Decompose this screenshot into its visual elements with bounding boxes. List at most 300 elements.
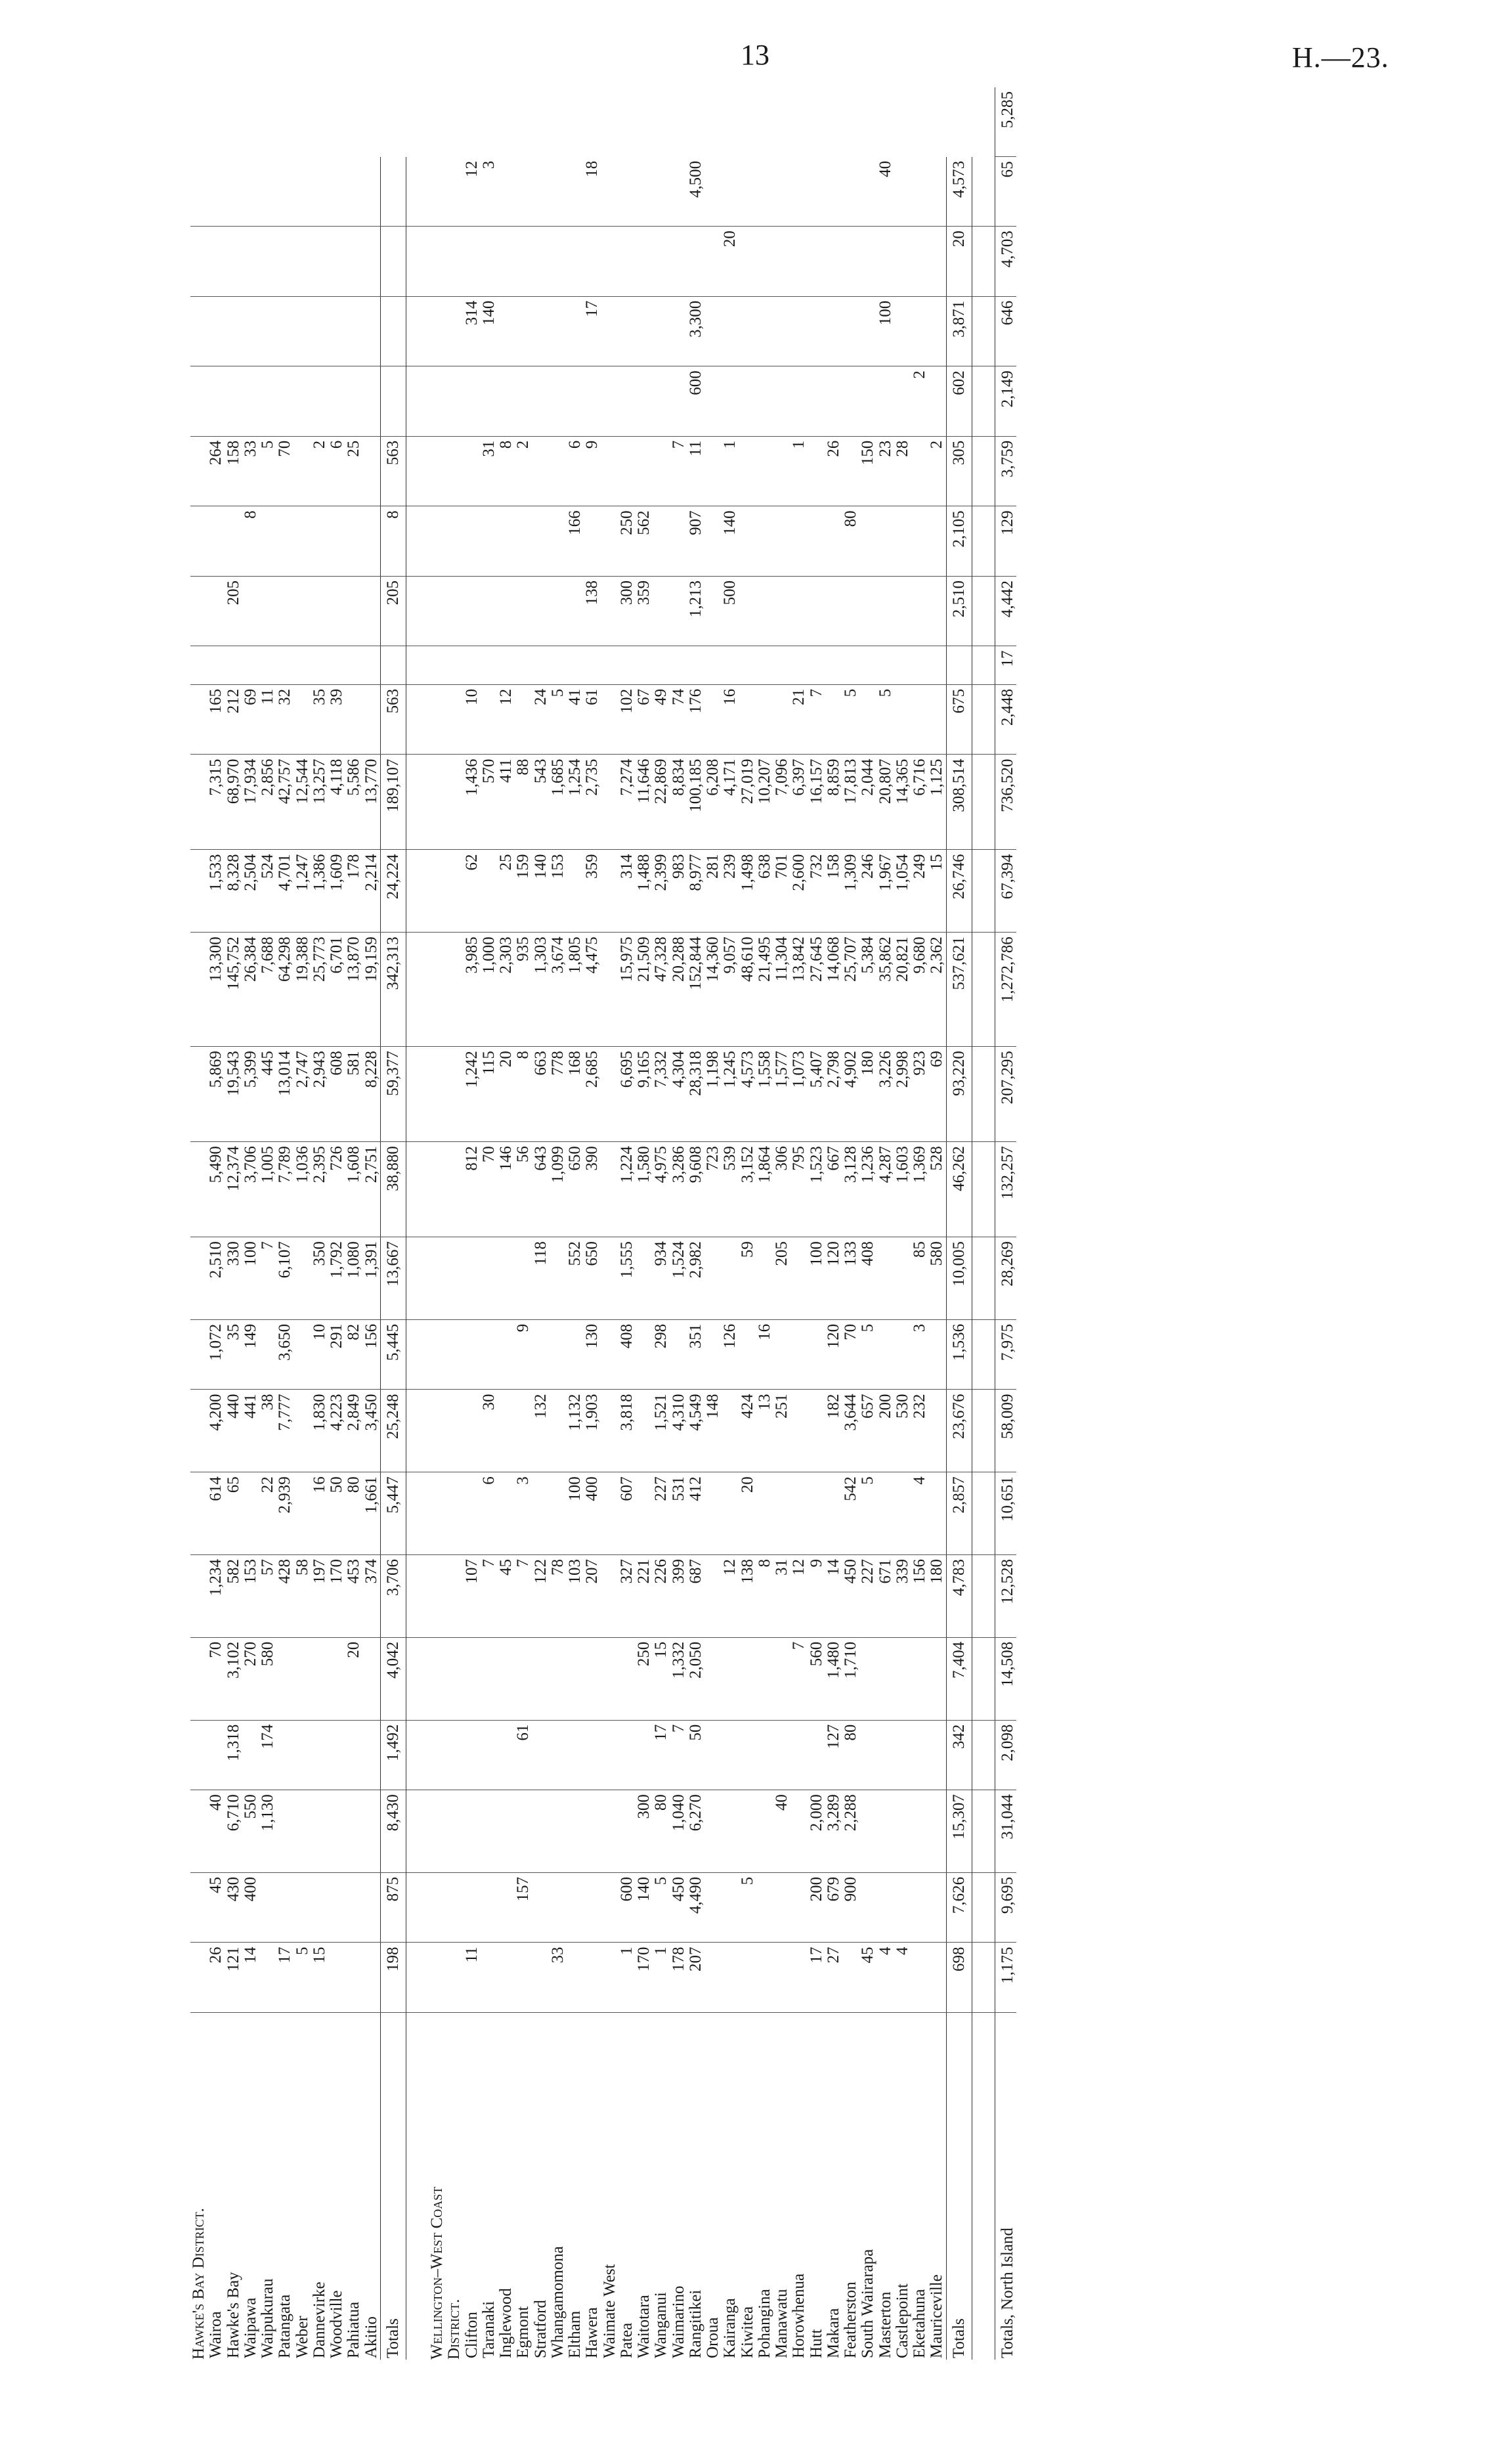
table-cell: 608 [328,1047,345,1142]
table-cell [825,366,842,437]
table-cell [601,227,618,297]
table-cell [601,933,618,1047]
table-cell: 24 [532,684,550,755]
table-cell [790,1319,808,1390]
table-cell [670,227,687,297]
table-cell [225,296,242,366]
table-cell [464,1790,481,1873]
table-cell: 424 [739,1390,756,1472]
table-cell [481,1319,498,1390]
table-cell [481,1790,498,1873]
table-cell [842,366,859,437]
table-cell [808,1319,825,1390]
table-cell: 17 [653,1720,670,1790]
table-cell: 180 [928,1555,946,1638]
table-cell [704,1472,722,1555]
table-cell [704,227,722,297]
table-cell [601,684,618,755]
table-cell: 330 [225,1237,242,1320]
totals-cell [380,296,406,366]
table-cell: 6 [481,1472,498,1555]
table-cell: 17,813 [842,755,859,850]
table-cell [294,366,311,437]
blank-cell [190,1472,207,1555]
table-cell: 1,005 [259,1142,276,1237]
table-cell [825,506,842,577]
table-cell [550,576,567,646]
table-cell: 48,610 [739,933,756,1047]
table-cell [653,646,670,684]
table-cell: 614 [207,1472,225,1555]
table-row-label: Hutt [807,2329,825,2358]
table-cell: 133 [842,1237,859,1320]
blank-cell [406,646,429,684]
table-cell: 20,807 [877,755,894,850]
table-cell [842,436,859,506]
blank-cell [446,1237,463,1320]
table-cell: 778 [550,1047,567,1142]
table-cell: 4,573 [739,1047,756,1142]
blank-cell [190,1790,207,1873]
table-cell [790,366,808,437]
table-cell: 1,480 [825,1637,842,1720]
table-cell [363,1637,381,1720]
table-cell [790,506,808,577]
table-cell: 20,821 [894,933,911,1047]
table-cell: 205 [773,1237,790,1320]
table-cell [584,1720,601,1790]
table-cell: 1,521 [653,1390,670,1472]
blank-cell [429,755,446,850]
table-cell: 9,165 [636,1047,653,1142]
table-cell: 65 [225,1472,242,1555]
table-cell [739,576,756,646]
table-cell [276,296,293,366]
blank-cell [429,1237,446,1320]
table-cell [328,157,345,227]
table-cell: 6,710 [225,1790,242,1873]
table-cell [242,296,259,366]
section-totals-row [380,87,406,2360]
table-cell [670,1319,687,1390]
document-reference: H.—23. [1292,41,1389,74]
table-cell [722,296,739,366]
table-cell: 27 [825,1943,842,2013]
table-cell [567,850,584,933]
table-cell: 3,286 [670,1142,687,1237]
table-cell: 441 [242,1390,259,1472]
blank-cell [406,436,429,506]
table-cell: 28 [894,436,911,506]
table-cell: 11,646 [636,755,653,850]
totals-cell: 7,626 [946,1872,972,1943]
totals-cell: 2,857 [946,1472,972,1555]
table-cell: 264 [207,436,225,506]
table-cell [722,1637,739,1720]
table-cell [859,684,876,755]
table-cell: 667 [825,1142,842,1237]
grand-totals-cell: 9,695 [995,1872,1016,1943]
table-row-label: Hawera [583,2307,601,2358]
blank-cell [972,1790,995,1873]
grand-totals-cell: 736,520 [995,755,1016,850]
table-cell [567,1720,584,1790]
totals-cell: 38,880 [380,1142,406,1237]
table-cell: 562 [636,506,653,577]
table-cell: 126 [722,1319,739,1390]
table-cell [653,576,670,646]
table-cell [207,1720,225,1790]
grand-totals-cell: 58,009 [995,1390,1016,1472]
table-cell [294,227,311,297]
table-cell: 11 [687,436,704,506]
table-cell [756,1472,773,1555]
table-cell [328,296,345,366]
table-row-label: Woodville [328,2290,345,2358]
table-cell [532,436,550,506]
table-cell [328,1872,345,1943]
blank-cell [446,1390,463,1472]
table-cell [294,1637,311,1720]
table-cell [636,1720,653,1790]
totals-cell: 537,621 [946,933,972,1047]
table-cell: 10 [311,1319,328,1390]
table-cell: 935 [515,933,532,1047]
table-cell: 4,304 [670,1047,687,1142]
blank-cell [190,646,207,684]
table-cell: 6,208 [704,755,722,850]
table-cell [739,1319,756,1390]
table-cell [825,296,842,366]
table-cell [739,1790,756,1873]
blank-cell [406,1047,429,1142]
table-cell: 8 [242,506,259,577]
table-row-label: Weber [293,2316,311,2358]
table-cell [877,506,894,577]
table-cell [670,157,687,227]
table-cell [928,1720,946,1790]
grand-totals-row [995,87,1016,2360]
table-cell [294,1720,311,1790]
table-cell [808,366,825,437]
table-cell: 32 [276,684,293,755]
table-cell [464,1390,481,1472]
blank-cell [972,1637,995,1720]
table-row-label: Horowhenua [790,2273,808,2358]
table-cell [532,1943,550,2013]
table-cell [722,1720,739,1790]
table-cell [722,1472,739,1555]
table-cell [207,157,225,227]
table-cell: 2,399 [653,850,670,933]
table-cell: 6 [567,436,584,506]
table-cell: 300 [618,576,636,646]
table-row [653,87,670,2360]
table-cell: 69 [242,684,259,755]
table-cell [877,1637,894,1720]
table-cell: 500 [722,576,739,646]
table-cell [722,366,739,437]
blank-cell [190,436,207,506]
table-cell: 138 [584,576,601,646]
table-row-label: Pohangina [755,2289,773,2358]
table-cell [464,1319,481,1390]
table-cell: 3,650 [276,1319,293,1390]
table-cell: 650 [584,1237,601,1320]
blank-cell [972,1472,995,1555]
totals-cell: 26,746 [946,850,972,933]
table-cell [328,506,345,577]
table-cell [550,436,567,506]
blank-cell [972,684,995,755]
table-cell [739,1637,756,1720]
table-cell [259,1943,276,2013]
table-cell: 5 [294,1943,311,2013]
table-cell [259,1319,276,1390]
table-cell [363,576,381,646]
table-cell: 582 [225,1555,242,1638]
table-cell [739,684,756,755]
table-cell: 150 [859,436,876,506]
table-cell: 701 [773,850,790,933]
table-cell [739,506,756,577]
table-cell: 1,661 [363,1472,381,1555]
table-cell [328,1637,345,1720]
blank-cell [190,1390,207,1472]
table-cell: 20 [739,1472,756,1555]
blank-cell [406,755,429,850]
table-row-label: Makara [824,2308,842,2358]
table-cell [928,1390,946,1472]
table-cell: 178 [670,1943,687,2013]
totals-cell [380,646,406,684]
table-cell [276,1720,293,1790]
table-cell: 9 [808,1555,825,1638]
table-cell [464,366,481,437]
table-row [670,87,687,2360]
table-cell [532,157,550,227]
table-cell [584,1943,601,2013]
table-cell: 1,792 [328,1237,345,1320]
table-cell: 120 [825,1237,842,1320]
table-cell: 49 [653,684,670,755]
table-cell: 8,328 [225,850,242,933]
table-cell [911,1872,928,1943]
table-cell: 2,939 [276,1472,293,1555]
grand-totals-cell: 646 [995,296,1016,366]
table-row [756,87,773,2360]
table-cell: 35 [225,1319,242,1390]
table-cell: 400 [242,1872,259,1943]
table-cell [756,1790,773,1873]
table-cell [618,366,636,437]
totals-cell [380,157,406,227]
table-cell: 15 [928,850,946,933]
table-cell [345,506,362,577]
table-row [498,87,515,2360]
table-cell: 26 [825,436,842,506]
blank-cell [429,1390,446,1472]
table-cell: 12 [464,157,481,227]
totals-cell: 3,871 [946,296,972,366]
table-cell: 57 [259,1555,276,1638]
table-cell: 2,000 [808,1790,825,1873]
table-cell: 2,303 [498,933,515,1047]
totals-cell: 563 [380,684,406,755]
blank-cell [446,1142,463,1237]
table-cell [276,1790,293,1873]
totals-cell [380,227,406,297]
table-cell [773,1720,790,1790]
table-cell [704,436,722,506]
table-cell: 13,870 [345,933,362,1047]
table-cell: 30 [481,1390,498,1472]
table-row [225,87,242,2360]
table-cell [311,1720,328,1790]
table-cell: 4,171 [722,755,739,850]
table-cell [773,684,790,755]
table-row-label: Inglewood [497,2288,515,2358]
table-cell [722,1237,739,1320]
blank-cell [190,157,207,227]
table-cell: 11 [464,1943,481,2013]
table-cell: 100 [567,1472,584,1555]
table-cell [842,227,859,297]
table-cell [911,227,928,297]
table-cell: 4,500 [687,157,704,227]
table-cell [842,296,859,366]
table-cell: 6,397 [790,755,808,850]
table-cell: 146 [498,1142,515,1237]
table-cell: 200 [808,1872,825,1943]
table-cell: 8 [498,436,515,506]
blank-cell [972,366,995,437]
totals-cell: 13,667 [380,1237,406,1320]
table-cell [515,1237,532,1320]
table-cell: 1,386 [311,850,328,933]
table-cell: 1,577 [773,1047,790,1142]
table-cell [859,1637,876,1720]
table-cell [636,227,653,297]
table-cell [207,576,225,646]
table-cell: 643 [532,1142,550,1237]
table-cell: 1,685 [550,755,567,850]
table-cell [294,1790,311,1873]
table-cell [515,1390,532,1472]
table-cell: 140 [532,850,550,933]
table-cell [584,227,601,297]
table-cell: 2,362 [928,933,946,1047]
table-cell [756,506,773,577]
table-cell [464,646,481,684]
blank-cell [446,1637,463,1720]
table-cell [773,227,790,297]
blank-cell [406,576,429,646]
blank-cell [406,366,429,437]
table-cell: 1,967 [877,850,894,933]
blank-cell [446,1790,463,1873]
table-cell [515,1790,532,1873]
table-cell [550,1390,567,1472]
table-cell [911,646,928,684]
table-cell: 3,985 [464,933,481,1047]
grand-totals-cell: 2,098 [995,1720,1016,1790]
table-cell: 560 [808,1637,825,1720]
totals-cell: 602 [946,366,972,437]
table-cell [601,1047,618,1142]
table-cell: 2 [911,366,928,437]
table-cell [464,1872,481,1943]
table-cell [704,1555,722,1638]
table-cell: 5 [739,1872,756,1943]
table-cell [808,296,825,366]
table-cell [859,506,876,577]
blank-cell [406,157,429,227]
table-cell: 70 [207,1637,225,1720]
table-cell [464,1720,481,1790]
table-cell: 15,975 [618,933,636,1047]
table-cell [259,157,276,227]
table-cell: 2,998 [894,1047,911,1142]
table-cell: 100 [808,1237,825,1320]
table-cell [601,1943,618,2013]
table-cell [704,296,722,366]
table-row-label: Featherston [842,2281,859,2358]
table-cell: 41 [567,684,584,755]
table-cell: 4,200 [207,1390,225,1472]
table-cell [567,1790,584,1873]
table-cell: 12 [498,684,515,755]
table-cell [481,576,498,646]
table-cell: 62 [464,850,481,933]
table-cell: 35 [311,684,328,755]
table-cell [363,1720,381,1790]
table-cell: 25 [345,436,362,506]
table-cell: 200 [877,1390,894,1472]
table-cell: 542 [842,1472,859,1555]
table-cell: 795 [790,1142,808,1237]
table-cell [481,1872,498,1943]
table-cell [498,1943,515,2013]
blank-cell [429,1047,446,1142]
table-cell [773,576,790,646]
table-cell [790,576,808,646]
totals-cell: 23,676 [946,1390,972,1472]
blank-cell [429,1637,446,1720]
table-cell [790,157,808,227]
table-cell: 3,226 [877,1047,894,1142]
blank-cell [406,1790,429,1873]
table-cell: 16 [722,684,739,755]
table-cell: 13,257 [311,755,328,850]
blank-cell [972,1142,995,1237]
table-cell [345,1720,362,1790]
table-row-label: Manawatu [773,2289,790,2358]
table-cell: 2,288 [842,1790,859,1873]
table-row [687,87,704,2360]
table-cell [722,1390,739,1472]
table-row-label: Waipawa [241,2297,259,2358]
table-cell: 227 [653,1472,670,1555]
table-cell: 679 [825,1872,842,1943]
blank-cell [446,1472,463,1555]
table-cell: 11,304 [773,933,790,1047]
table-cell: 19,388 [294,933,311,1047]
table-cell: 1,213 [687,576,704,646]
table-cell [498,366,515,437]
blank-cell [406,1720,429,1790]
table-cell [464,576,481,646]
